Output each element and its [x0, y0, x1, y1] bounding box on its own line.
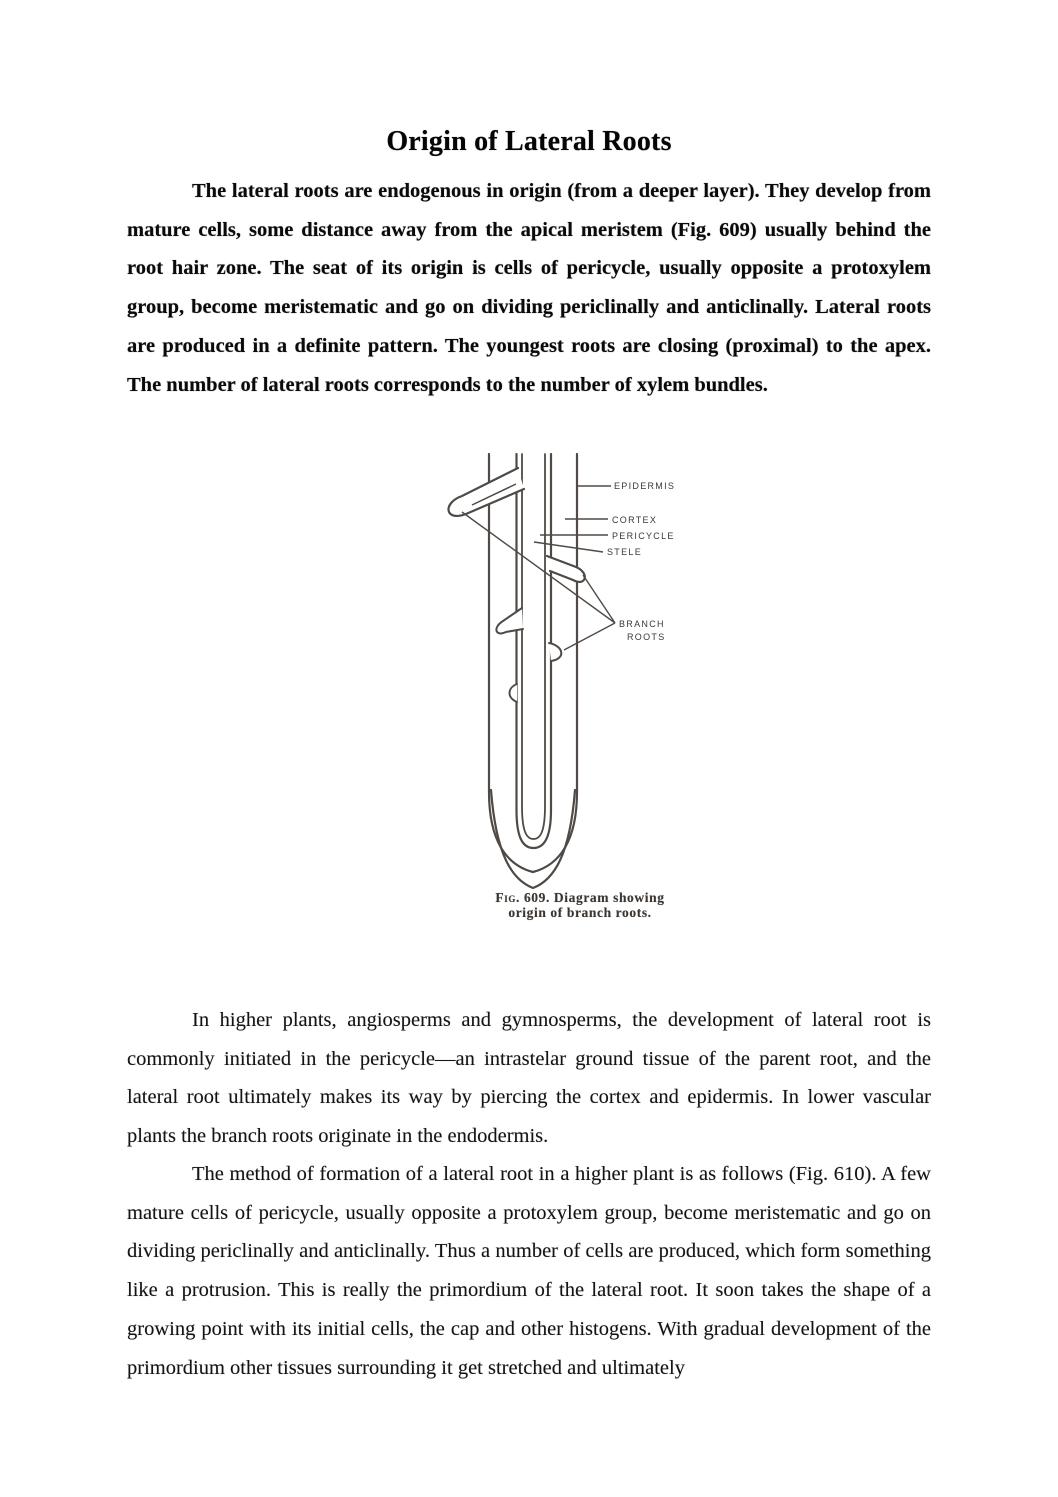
label-pointer-lines	[462, 486, 615, 650]
branch-root-primordium-right	[549, 643, 561, 661]
figure-caption-line1-rest: 609. Diagram showing	[523, 890, 665, 905]
stele-inner-line	[522, 454, 545, 839]
root-diagram-fig-609	[430, 440, 730, 900]
epidermis-outline	[489, 454, 577, 872]
branch-roots-pointer-line-3	[564, 623, 615, 650]
root-longitudinal-section	[489, 454, 577, 888]
branch-roots-pointer-line-1	[462, 512, 615, 623]
branch-root-emerged	[449, 468, 524, 516]
branch-root-primordium-left	[496, 608, 523, 633]
figure-caption-line2: origin of branch roots.	[508, 905, 652, 920]
label-branch-roots-line2: ROOTS	[627, 632, 666, 642]
branch-root-primordium-small	[510, 684, 518, 702]
label-epidermis: EPIDERMIS	[614, 481, 676, 491]
paragraph-2: In higher plants, angiosperms and gymnosperms, the development of lateral root is commonly initiated in the pericycle—an intrastelar ground tissue of the parent root, and the lateral root ultimately makes its way by piercing the cortex and epidermis. In lower vascular plants the branch roots originate in the endodermis.	[127, 1009, 931, 1148]
figure-caption-line1	[420, 890, 740, 905]
label-cortex: CORTEX	[612, 515, 658, 525]
paragraph-1: The lateral roots are endogenous in origin (from a deeper layer). They develop from mature cells, some distance away from the apical meristem (Fig. 609) usually behind the root hair zone. The seat of its origin is cells of pericycle, usually opposite a protoxylem group, become meristematic and go on dividing periclinally and anticlinally. Lateral roots are produced in a definite pattern. The youngest roots are closing (proximal) to the apex. The number of lateral roots corresponds to the number of xylem bundles.	[127, 180, 931, 396]
page-title: Origin of Lateral Roots	[386, 126, 672, 157]
paragraph-3: The method of formation of a lateral root in a higher plant is as follows (Fig. 610). A few mature cells of pericycle, usually opposite a protoxylem group, become meristematic and go on dividing periclinally and anticlinally. Thus a number of cells are produced, which form something like a protrusion. This is really the primordium of the lateral root. It soon takes the shape of a growing point with its initial cells, the cap and other histogens. With gradual development of the primordium other tissues surrounding it get stretched and ultimately	[127, 1163, 931, 1379]
label-pericycle: PERICYCLE	[612, 531, 675, 541]
figure-caption-fig-label: Fig.	[495, 890, 520, 905]
label-stele: STELE	[607, 547, 643, 557]
branch-roots-pointer-line-2	[583, 575, 615, 623]
label-branch-roots-line1: BRANCH	[619, 619, 665, 629]
figure-caption	[420, 890, 740, 920]
